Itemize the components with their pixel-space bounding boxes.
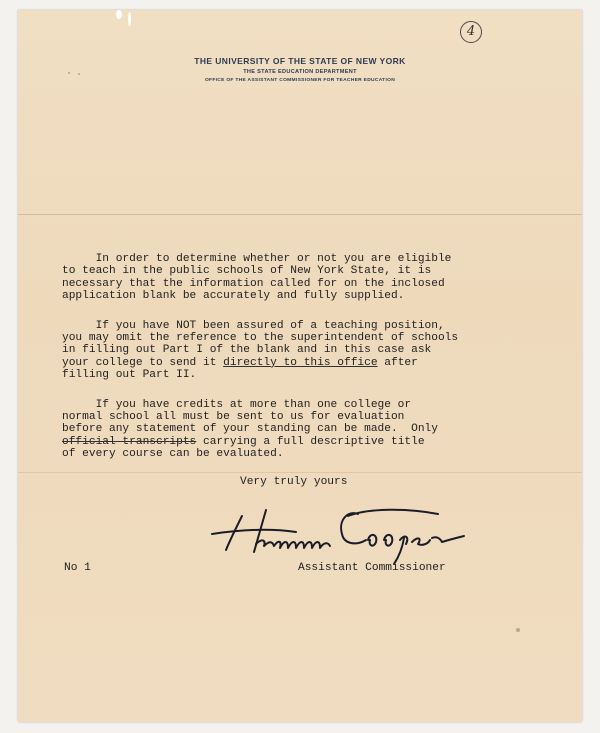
p1-line: to teach in the public schools of New York State, it is (62, 265, 432, 278)
paragraph-credits (62, 399, 542, 461)
paragraph-eligibility (62, 253, 542, 303)
p2-line: filling out Part II. (62, 369, 197, 382)
letterhead-department: THE STATE EDUCATION DEPARTMENT (243, 69, 357, 75)
p2-line: you may omit the reference to the superintendent of schools (62, 332, 459, 345)
p1-line: In order to determine whether or not you are eligible (62, 253, 452, 265)
paragraph-teaching-position (62, 320, 542, 382)
fold-line-upper (18, 214, 582, 215)
letterhead (18, 56, 582, 83)
closing-salutation: Very truly yours (240, 476, 348, 488)
letter-body (62, 253, 542, 478)
form-number: No 1 (64, 562, 91, 574)
p1-line: application blank be accurately and fully supplied. (62, 290, 405, 303)
p3-line: of every course can be evaluated. (62, 448, 284, 461)
p3-line: normal school all must be sent to us for evaluation (62, 411, 405, 424)
torn-corner-mark (116, 10, 122, 19)
p2-line: after (377, 356, 418, 369)
p2-line: If you have NOT been assured of a teaching position, (62, 319, 445, 332)
p3-line: carrying a full descriptive title (196, 435, 425, 448)
signer-title: Assistant Commissioner (298, 562, 446, 574)
handwritten-signature (208, 494, 468, 566)
torn-corner-mark-2 (128, 12, 131, 26)
p1-line: necessary that the information called for on the inclosed (62, 277, 445, 290)
underlined-phrase: directly to this office (223, 356, 378, 369)
page-number-mark: 4 (460, 21, 482, 43)
letterhead-office: OFFICE OF THE ASSISTANT COMMISSIONER FOR TEACHER EDUCATION (204, 78, 396, 83)
paper-speck (516, 628, 520, 632)
letterhead-university: THE UNIVERSITY OF THE STATE OF NEW YORK (194, 56, 406, 66)
p3-line: If you have credits at more than one college or (62, 398, 412, 411)
p2-line: your college to send it (62, 356, 224, 369)
p2-line: in filling out Part I of the blank and in this case ask (62, 344, 432, 357)
struck-phrase: official transcripts (62, 435, 197, 448)
p3-line: before any statement of your standing can be made. Only (62, 423, 438, 436)
